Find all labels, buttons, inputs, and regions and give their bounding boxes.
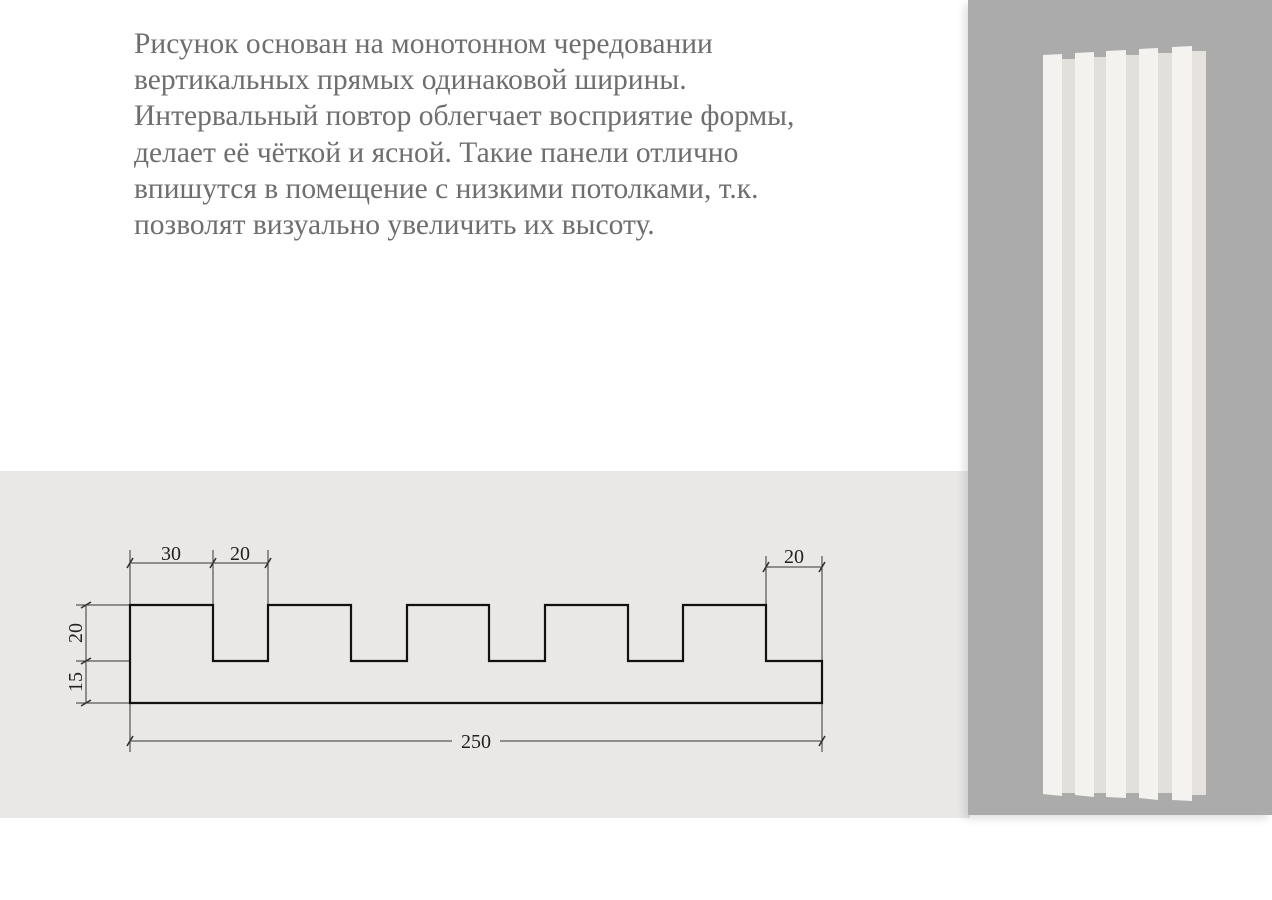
description-line: вертикальных прямых одинаковой ширины.	[134, 64, 687, 97]
description-line: впишутся в помещение с низкими потолками, т.к.	[134, 172, 759, 205]
slat	[1106, 50, 1126, 798]
dim-groove-width: 20	[230, 543, 250, 565]
panel-render-image	[968, 0, 1272, 815]
slat	[1139, 48, 1158, 800]
description-line: делает её чёткой и ясной. Такие панели отлично	[134, 136, 739, 169]
slat	[1043, 54, 1062, 796]
slat	[1172, 46, 1192, 801]
dim-tooth-width: 30	[161, 543, 181, 565]
slat	[1075, 52, 1094, 797]
panel-profile-outline	[130, 605, 822, 703]
panel-render-svg	[968, 0, 1272, 815]
dim-total-width: 250	[461, 731, 491, 753]
description-line: Интервальный повтор облегчает восприятие формы,	[134, 100, 795, 133]
description-line: позволят визуально увеличить их высоту.	[134, 209, 655, 242]
dim-groove-depth: 20	[65, 623, 87, 643]
description-line: Рисунок основан на монотонном чередовании	[134, 28, 713, 60]
dim-end-width: 20	[784, 546, 804, 568]
dimension-lines	[76, 550, 825, 752]
dim-base-thickness: 15	[65, 672, 87, 692]
